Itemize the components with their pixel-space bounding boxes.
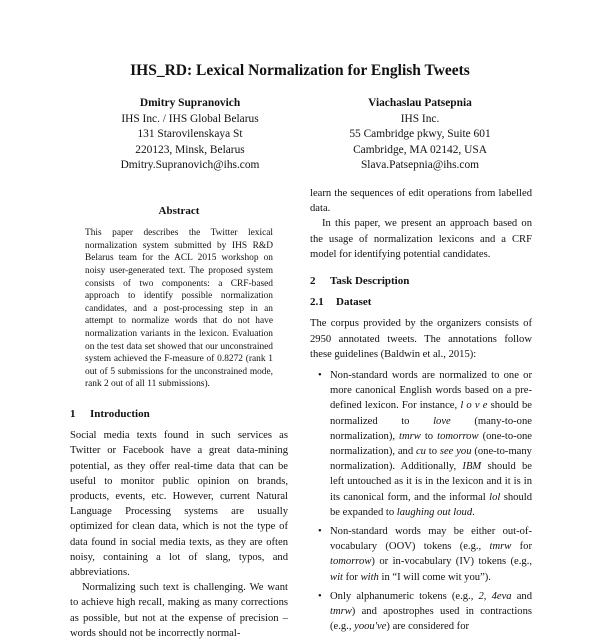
author-city: 220123, Minsk, Belarus — [135, 143, 245, 156]
text-run: Non-standard words may be either out-of-vocabulary (OOV) tokens (e.g., — [330, 526, 532, 553]
text-run: should be left untouched as it is in the lexicon and it is in its canonical form, and the informal — [330, 461, 532, 503]
example-term: 2 — [478, 590, 484, 602]
bullet-icon: • — [318, 590, 322, 602]
text-run: for — [511, 541, 532, 553]
example-term: laughing out loud — [396, 506, 473, 518]
author-address: 55 Cambridge pkwy, Suite 601 — [349, 128, 491, 140]
section-title: Introduction — [90, 407, 150, 420]
author-block-1 — [90, 96, 290, 174]
text-run: (many-to-one normalization), — [330, 415, 532, 442]
example-term: lol — [489, 491, 501, 503]
example-term: cu — [415, 446, 426, 458]
bullet-icon: • — [318, 370, 322, 382]
author-city: Cambridge, MA 02142, USA — [353, 143, 487, 156]
example-term: tomorrow — [437, 430, 479, 442]
example-term: tomorrow — [330, 556, 372, 568]
author-name: Viachaslau Patsepnia — [368, 97, 472, 109]
text-run: . — [472, 506, 475, 518]
text-run: to — [425, 446, 440, 458]
dataset-paragraph: The corpus provided by the organizers consists of 2950 annotated tweets. The annotations follow these guidelines (Baldwin et al., 2015): — [310, 318, 532, 360]
text-run: (one-to-one normalization), and — [330, 430, 532, 458]
text-run: Only alphanumeric tokens (e.g., — [330, 590, 479, 602]
example-term: see you — [439, 446, 472, 458]
text-run: (one-to-many normalization). Additionally, — [330, 446, 532, 473]
section-number: 2 — [310, 275, 316, 288]
list-item — [318, 524, 532, 585]
guideline-list — [310, 368, 532, 634]
example-term: 4eva — [491, 590, 512, 602]
text-run: ) or in-vocabulary (IV) tokens (e.g., — [371, 556, 532, 568]
example-term: love — [433, 415, 451, 427]
example-term: with — [360, 571, 379, 583]
intro-paragraph-1: Social media texts found in such services as Twitter or Facebook have a great data-mining potential, as they offer real-time data that can be useful to monitor public opinion on brands, products, events, etc. However, current Natural Language Processing systems are usually optimized for clean data, which is not the type of data found in social media texts, as they are often noisy, containing a lot of slang, typos, and abbreviations. — [70, 430, 288, 578]
text-run: ) and apostrophes used in contractions (e.g., — [330, 606, 532, 633]
example-term: l o v e — [460, 400, 488, 412]
example-term: tmrw — [489, 541, 512, 553]
text-run: should be expanded to — [330, 491, 532, 518]
author-affiliation: IHS Inc. / IHS Global Belarus — [121, 112, 259, 125]
author-email: Dmitry.Supranovich@ihs.com — [120, 159, 260, 171]
left-column — [70, 190, 288, 641]
section-heading-introduction — [70, 407, 288, 422]
author-address: 131 Starovilenskaya St — [137, 128, 243, 140]
example-term: wit — [330, 571, 343, 583]
author-affiliation: IHS Inc. — [400, 112, 440, 125]
author-block-2 — [320, 96, 520, 174]
section-title: Task Description — [330, 275, 410, 288]
text-run: should be normalized to — [330, 400, 533, 427]
subsection-number: 2.1 — [310, 296, 324, 309]
text-run: ) are considered for — [386, 621, 470, 633]
example-term: tmrw — [330, 606, 352, 618]
abstract-heading: Abstract — [158, 205, 200, 217]
section-heading-task-description — [310, 274, 532, 289]
continued-paragraph: learn the sequences of edit operations from labelled data. — [310, 188, 532, 215]
text-run: , — [483, 590, 492, 602]
subsection-title: Dataset — [336, 296, 372, 309]
bullet-icon: • — [318, 526, 322, 538]
list-item — [318, 589, 533, 635]
text-run: and — [511, 590, 533, 602]
example-term: IBM — [462, 461, 482, 473]
text-run: to — [420, 430, 438, 442]
right-column — [310, 186, 532, 638]
text-run: Non-standard words are normalized to one or more canonical English words based on a pre-defined lexicon. For instance, — [330, 370, 532, 412]
intro-paragraph-2: Normalizing such text is challenging. We want to achieve high recall, making as many corrections as possible, but not at the expense of precision – words should not be incorrectly normal- — [70, 582, 288, 639]
example-term: tmrw — [399, 430, 421, 442]
list-item — [318, 368, 533, 520]
example-term: yoou've — [354, 621, 387, 633]
section-number: 1 — [70, 407, 76, 420]
approach-paragraph: In this paper, we present an approach based on the usage of normalization lexicons and a CRF model for identifying potential candidates. — [310, 218, 532, 260]
author-name: Dmitry Supranovich — [139, 97, 241, 109]
paper-title: IHS_RD: Lexical Normalization for English Tweets — [130, 62, 470, 79]
subsection-heading-dataset — [310, 295, 532, 310]
abstract-text: This paper describes the Twitter lexical normalization system submitted by IHS R&D Belarus team for the ACL 2015 workshop on noisy user-generated text. The proposed system consists of two components: a CRF-based approach to identify possible normalization candidates, and a post-processing step in an attempt to normalize words that do not have normalization variants in the lexicon. Evaluation on the test data set showed that our unconstrained system achieved the F-measure of 0.8272 (rank 1 out of 5 submissions for the unconstrained mode, rank 2 out of all 11 submissions). — [85, 228, 273, 390]
text-run: for — [342, 571, 361, 583]
author-email: Slava.Patsepnia@ihs.com — [360, 159, 480, 171]
text-run: in “I will come wit you”). — [378, 571, 491, 583]
